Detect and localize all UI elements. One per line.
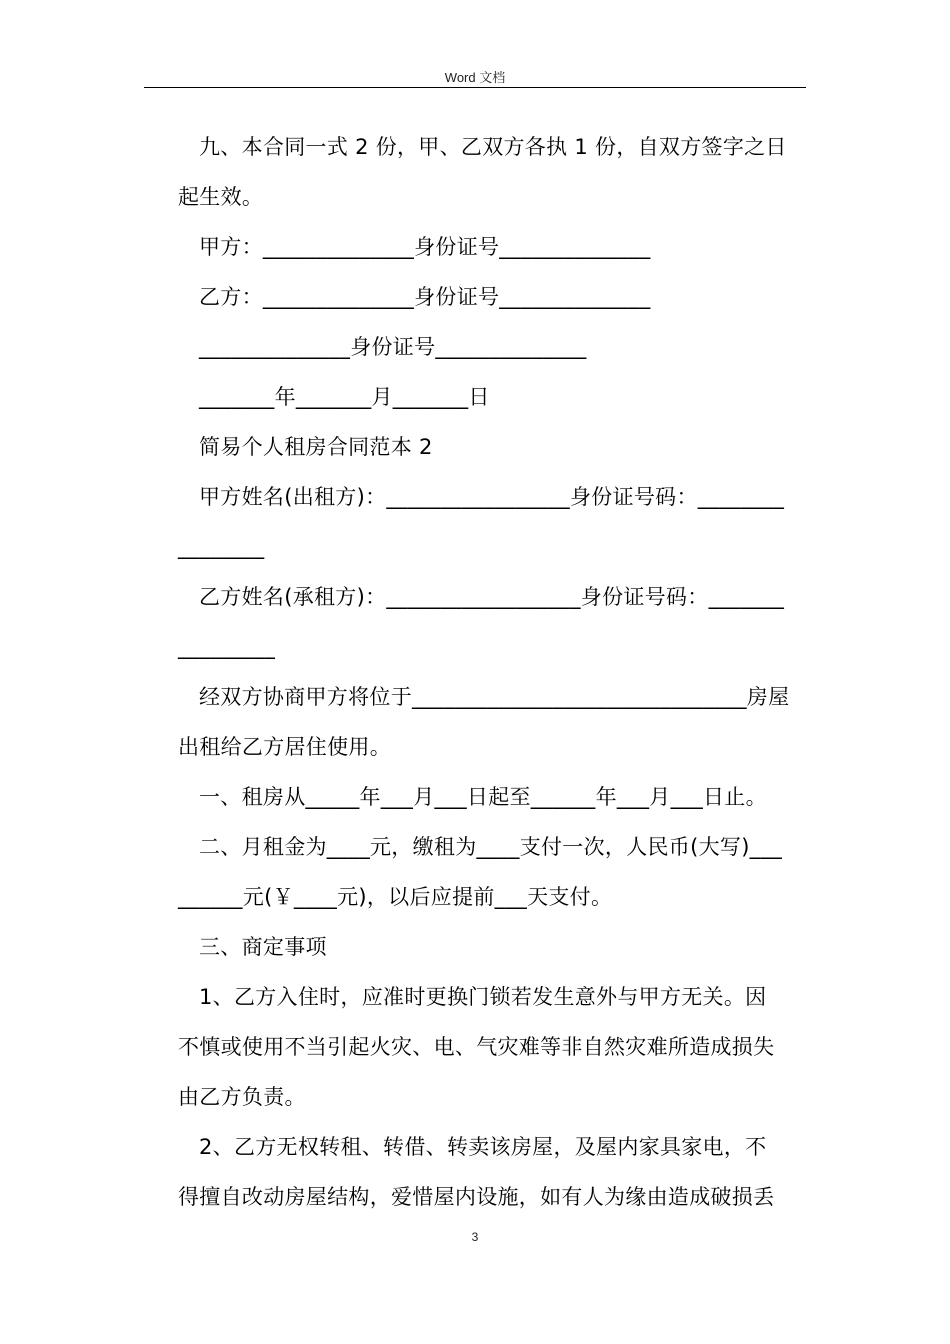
- paragraph-line: 甲方：______________身份证号______________: [199, 235, 651, 259]
- paragraph-line: 出租给乙方居住使用。: [178, 735, 391, 759]
- paragraph-line: 由乙方负责。: [178, 1085, 306, 1109]
- paragraph-line: 经双方协商甲方将位于_______________________________房屋: [199, 685, 790, 709]
- paragraph-line: 二、月租金为____元，缴租为____支付一次，人民币(大写)___: [199, 835, 783, 859]
- document-body: [178, 122, 808, 1222]
- paragraph-line: 起生效。: [178, 185, 264, 209]
- paragraph-line: 1、乙方入住时，应准时更换门锁若发生意外与甲方无关。因: [199, 985, 767, 1009]
- paragraph-line: 简易个人租房合同范本 2: [199, 435, 433, 459]
- paragraph-line: 2、乙方无权转租、转借、转卖该房屋，及屋内家具家电，不: [199, 1135, 767, 1159]
- paragraph-line: _______年_______月_______日: [199, 385, 490, 409]
- paragraph-line: 乙方：______________身份证号______________: [199, 285, 651, 309]
- header-divider: [144, 87, 806, 88]
- paragraph-line: 不慎或使用不当引起火灾、电、气灾难等非自然灾难所造成损失: [178, 1035, 775, 1059]
- paragraph-line: 九、本合同一式 2 份，甲、乙双方各执 1 份，自双方签字之日: [199, 135, 787, 159]
- paragraph-line: 三、商定事项: [199, 935, 327, 959]
- paragraph-line: 得擅自改动房屋结构，爱惜屋内设施，如有人为缘由造成破损丢: [178, 1185, 775, 1209]
- page-number: 3: [471, 1230, 479, 1244]
- paragraph-line: ______元(￥____元)，以后应提前___天支付。: [178, 885, 613, 909]
- paragraph-line: 一、租房从_____年___月___日起至______年___月___日止。: [199, 785, 767, 809]
- paragraph-line: _________: [178, 635, 276, 659]
- paragraph-line: 乙方姓名(承租方)：__________________身份证号码：_______: [199, 585, 785, 609]
- paragraph-line: ________: [178, 535, 265, 559]
- page-header-title: Word 文档: [444, 70, 506, 85]
- paragraph-line: ______________身份证号______________: [199, 335, 587, 359]
- paragraph-line: 甲方姓名(出租方)：_________________身份证号码：________: [199, 485, 785, 509]
